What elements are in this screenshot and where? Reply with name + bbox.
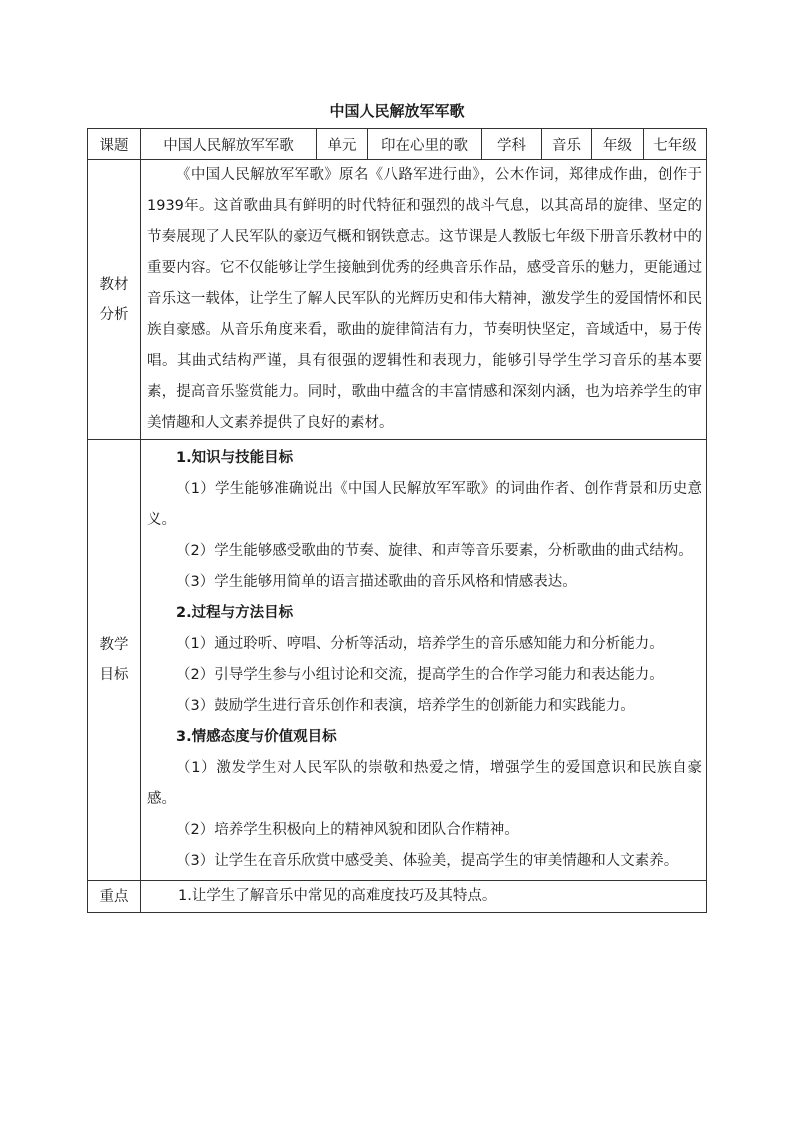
goals-label-line1: 教学	[99, 637, 129, 653]
grade-label: 年级	[592, 129, 644, 160]
goals-item: （3）学生能够用简单的语言描述歌曲的音乐风格和情感表达。	[176, 574, 577, 590]
goals-item: （1）激发学生对人民军队的崇敬和热爱之情，增强学生的爱国意识和民族自豪感。	[147, 760, 702, 807]
key-points-row	[88, 881, 707, 913]
analysis-content	[141, 160, 707, 440]
analysis-label	[88, 160, 141, 440]
analysis-text: 《中国人民解放军军歌》原名《八路军进行曲》，公木作词，郑律成作曲，创作于1939年。这首歌曲具有鲜明的时代特征和强烈的战斗气息，以其高昂的旋律、坚定的节奏展现了人民军队的豪迈气概和钢铁意志。这节课是人教版七年级下册音乐教材中的重要内容。它不仅能够让学生接触到优秀的经典音乐作品，感受音乐的魅力，更能通过音乐这一载体，让学生了解人民军队的光辉历史和伟大精神，激发学生的爱国情怀和民族自豪感。从音乐角度来看，歌曲的旋律简洁有力，节奏明快坚定，音域适中，易于传唱。其曲式结构严谨，具有很强的逻辑性和表现力，能够引导学生学习音乐的基本要素，提高音乐鉴赏能力。同时，歌曲中蕴含的丰富情感和深刻内涵，也为培养学生的审美情趣和人文素养提供了良好的素材。	[147, 167, 702, 431]
goals-item: （1）通过聆听、哼唱、分析等活动，培养学生的音乐感知能力和分析能力。	[176, 636, 664, 652]
analysis-row	[88, 160, 707, 440]
goals-content	[141, 440, 707, 881]
analysis-label-line2: 分析	[99, 306, 129, 323]
unit-value: 印在心里的歌	[368, 129, 482, 160]
document-title: 中国人民解放军军歌	[329, 102, 465, 120]
goals-item: （2）学生能够感受歌曲的节奏、旋律、和声等音乐要素，分析歌曲的曲式结构。	[176, 543, 693, 559]
subject-label: 学科	[482, 129, 542, 160]
analysis-label-line1: 教材	[99, 276, 129, 293]
goals-section-title: 3.情感态度与价值观目标	[176, 729, 337, 745]
unit-label: 单元	[317, 129, 368, 160]
subject-value: 音乐	[542, 129, 592, 160]
key-points-content	[141, 881, 707, 913]
goals-item: （3）鼓励学生进行音乐创作和表演，培养学生的创新能力和实践能力。	[176, 698, 635, 714]
topic-value: 中国人民解放军军歌	[141, 129, 317, 160]
key-points-text: 1.让学生了解音乐中常见的高难度技巧及其特点。	[178, 888, 497, 904]
goals-item: （1）学生能够准确说出《中国人民解放军军歌》的词曲作者、创作背景和历史意义。	[147, 481, 702, 528]
goals-item: （2）引导学生参与小组讨论和交流，提高学生的合作学习能力和表达能力。	[176, 667, 664, 683]
key-points-label: 重点	[88, 881, 141, 913]
goals-item: （2）培养学生积极向上的精神风貌和团队合作精神。	[176, 822, 519, 838]
goals-section-title: 2.过程与方法目标	[176, 605, 294, 621]
goals-label	[88, 440, 141, 881]
header-row	[88, 129, 707, 160]
goals-row	[88, 440, 707, 881]
topic-label: 课题	[88, 129, 141, 160]
goals-item: （3）让学生在音乐欣赏中感受美、体验美，提高学生的审美情趣和人文素养。	[176, 853, 679, 869]
lesson-plan-table	[87, 128, 707, 913]
goals-section-title: 1.知识与技能目标	[176, 450, 294, 466]
goals-label-line2: 目标	[99, 667, 129, 683]
grade-value: 七年级	[644, 129, 707, 160]
